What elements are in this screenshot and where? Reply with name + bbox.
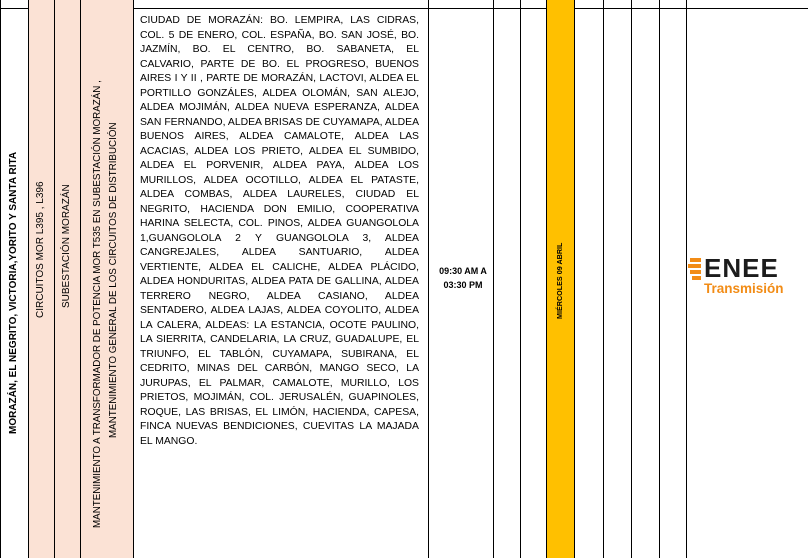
logo-word: ENEE bbox=[704, 253, 779, 283]
work-description-line1: MANTENIMIENTO A TRANSFORMADOR DE POTENCIA MOR T535 EN SUBESTACIÓN MORAZÁN , bbox=[92, 80, 103, 528]
enee-transmision-logo bbox=[688, 253, 808, 303]
day-cell-highlighted bbox=[547, 0, 575, 558]
time-end: 03:30 PM bbox=[443, 280, 483, 290]
circuits-cell bbox=[29, 0, 55, 558]
day-cell-6 bbox=[632, 0, 660, 558]
day-cell-2 bbox=[521, 0, 547, 558]
day-cell-4 bbox=[575, 0, 604, 558]
substation-cell bbox=[55, 0, 81, 558]
work-description-cell bbox=[81, 0, 134, 558]
affected-areas-text: CIUDAD DE MORAZÁN: BO. LEMPIRA, LAS CIDRAS, COL. 5 DE ENERO, COL. ESPAÑA, BO. SAN JOSÉ, BO. JAZMÍN, BO. EL CENTRO, BO. SABANETA, EL CALVARIO, PARTE DE BO. EL PROGRESO, BUENOS AIRES I Y II , PARTE DE MORAZÁN, LACTOVI, ALDEA EL PORTILLO GONZÁLES, ALDEA OLOMÁN, SAN ALEJO, ALDEA MOJIMÁN, ALDEA NUEVA ESPERANZA, ALDEA SAN FERNANDO, ALDEA BRISAS DE CUYAMAPA, ALDEA BUENOS AIRES, ALDEA CAMALOTE, ALDEA LAS ACACIAS, ALDEA LOS PRIETO, ALDEA EL SUMBIDO, ALDEA EL PORVENIR, ALDEA PAYA, ALDEA LOS MURILLOS, ALDEA OCOTILLO, ALDEA EL PATASTE, ALDEA COMBAS, ALDEA LAURELES, CIUDAD EL NEGRITO, HACIENDA DON EMILIO, COOPERATIVA HARINA SELECTA, COL. PINOS, ALDEA GUANGOLOLA 1,GUANGOLOLA 2 Y GUANGOLOLA 3, ALDEA CANGREJALES, ALDEA SANTUARIO, ALDEA VERTIENTE, ALDEA EL CALICHE, ALDEA PLÁCIDO, ALDEA HONDURITAS, ALDEA PATA DE GALLINA, ALDEA TERRERO NEGRO, ALDEA CASIANO, ALDEA SENTADERO, ALDEA LAJAS, ALDEA COYOLITO, ALDEA LA CALERA, ALDEAS: LA ESTANCIA, OCOTE PAULINO, LA SIERRITA, CANDELARIA, LA CRUZ, GUADALUPE, EL TRIUNFO, EL TABLÓN, CUYAMAPA, SUBIRANA, EL CEDRITO, MINAS DEL CARBÓN, MANGO SECO, LA JURUPAS, EL PALMAR, CAMALOTE, MURILLO, LOS PRIETOS, MOJIMÁN, COL. JERUSALÉN, GUAPINOLES, ROQUE, LAS BRISAS, EL LIMÓN, HACIENDA, CAPESA, FINCA NUEVAS BENDICIONES, CUEVITAS LA MAJADA EL MANGO. bbox=[140, 15, 419, 447]
substation-text: SUBESTACIÓN MORAZÁN bbox=[61, 184, 72, 308]
time-start: 09:30 AM A bbox=[439, 266, 487, 276]
day-cell-5 bbox=[604, 0, 632, 558]
day-cell-1 bbox=[494, 0, 521, 558]
time-text bbox=[434, 264, 492, 292]
region-cell bbox=[0, 0, 29, 558]
day-cell-7 bbox=[660, 0, 687, 558]
region-text: MORAZÁN, EL NEGRITO, VICTORIA,YORITO Y SANTA RITA bbox=[8, 151, 19, 434]
circuits-text: CIRCUITOS MOR L395 , L396 bbox=[35, 181, 46, 318]
enee-mark-icon bbox=[688, 258, 702, 280]
work-description-line2: MANTENIMIENTO GENERAL DE LOS CIRCUITOS DE DISTRIBUCIÓN bbox=[108, 122, 119, 438]
day-label: MIÉRCOLES 09 ABRIL bbox=[555, 242, 564, 319]
logo-subtitle: Transmisión bbox=[704, 281, 784, 296]
